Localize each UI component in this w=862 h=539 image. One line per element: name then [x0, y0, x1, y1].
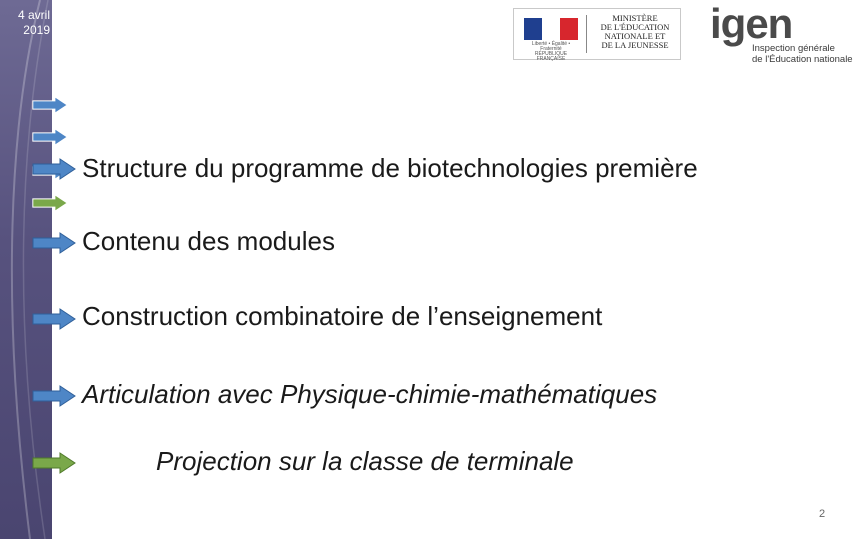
- republic-motto: Liberté • Égalité • Fraternité: [531, 41, 571, 52]
- ministry-line-3: NATIONALE ET: [604, 31, 666, 41]
- ministry-line-4: DE LA JEUNESSE: [601, 40, 669, 50]
- outline-arrow-1-icon: [32, 158, 76, 180]
- igen-subtitle: [752, 43, 853, 65]
- ministry-name: [592, 14, 678, 50]
- outline-arrow-4-icon: [32, 385, 76, 407]
- sidebar-arrow-1-icon: [30, 96, 70, 114]
- ministry-line-1: MINISTÈRE: [612, 13, 658, 23]
- page-number: 2: [819, 508, 826, 520]
- sidebar-arrow-1-shape: [33, 97, 67, 113]
- logo-divider: [586, 15, 587, 53]
- outline-arrow-5-icon: [32, 452, 76, 474]
- igen-logo: igen: [710, 0, 793, 47]
- igen-subtitle-line-2: de l'Éducation nationale: [752, 54, 853, 65]
- sidebar-arrow-2-shape: [33, 129, 67, 145]
- sidebar-arrow-2-icon: [30, 128, 70, 146]
- outline-arrow-2-icon: [32, 232, 76, 254]
- outline-item-construction: Construction combinatoire de l’enseignement: [82, 301, 603, 331]
- republic-name: RÉPUBLIQUE FRANÇAISE: [534, 51, 568, 62]
- sidebar-arrow-4-icon: [30, 194, 70, 212]
- outline-arrow-5-shape: [33, 453, 75, 473]
- sidebar-arrow-4-shape: [33, 195, 67, 211]
- outline-item-structure: Structure du programme de biotechnologies première: [82, 153, 698, 183]
- republic-caption: [522, 41, 580, 62]
- date-day: 4 avril: [17, 8, 50, 22]
- outline-arrow-1-shape: [33, 159, 75, 179]
- ministry-logo: [513, 8, 681, 60]
- french-flag-icon: [524, 18, 578, 40]
- outline-arrow-4-shape: [33, 386, 75, 406]
- slide-date: [0, 8, 50, 38]
- outline-item-projection: Projection sur la classe de terminale: [156, 446, 574, 476]
- outline-item-contenu: Contenu des modules: [82, 226, 335, 256]
- ministry-line-2: DE L'ÉDUCATION: [600, 22, 670, 32]
- outline-arrow-3-icon: [32, 308, 76, 330]
- outline-arrow-3-shape: [33, 309, 75, 329]
- outline-arrow-2-shape: [33, 233, 75, 253]
- igen-subtitle-line-1: Inspection générale: [752, 43, 835, 54]
- date-year: 2019: [23, 23, 50, 37]
- outline-item-articulation: Articulation avec Physique-chimie-mathématiques: [82, 379, 658, 409]
